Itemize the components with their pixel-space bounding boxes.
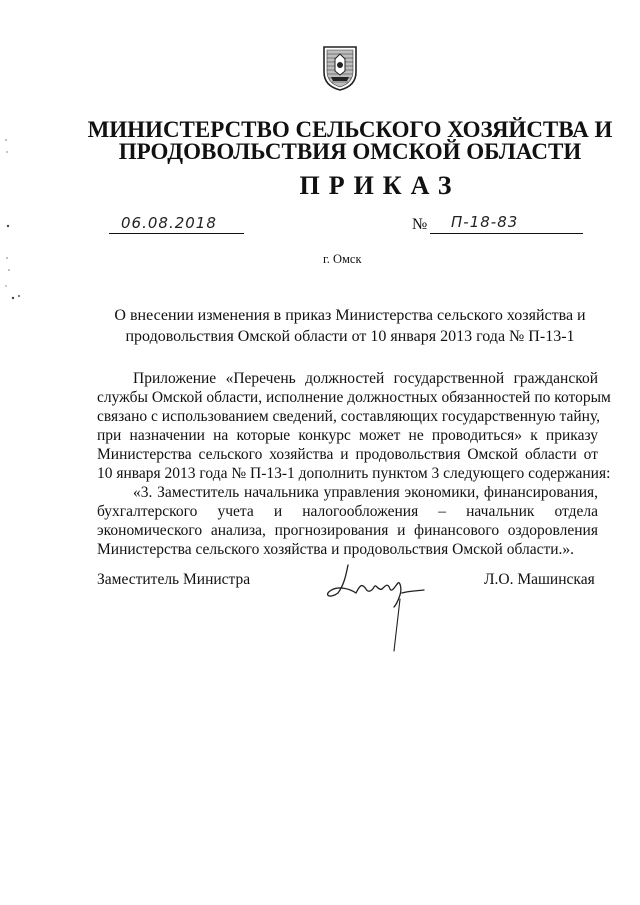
body-line: экономического анализа, прогнозирования и финансового оздоровления [97,522,598,539]
subject-line: продовольствия Омской области от 10 января 2013 года № П-13-1 [125,328,575,345]
number-underline [430,232,583,234]
handwritten-signature [316,555,436,655]
order-subject [80,305,620,347]
body-line: при назначении на которые конкурс может не проводиться» к приказу [97,427,598,444]
document-type-title: ПРИКАЗ [299,171,461,200]
date-underline [109,232,244,234]
body-line: Министерства сельского хозяйства и продовольствия Омской области.». [97,541,575,558]
signer-position: Заместитель Министра [97,571,251,588]
body-line: Министерства сельского хозяйства и продовольствия Омской области от [97,446,598,463]
subject-line: О внесении изменения в приказ Министерства сельского хозяйства и [114,307,586,324]
ministry-name-line2: ПРОДОВОЛЬСТВИЯ ОМСКОЙ ОБЛАСТИ [118,139,582,164]
body-line: Приложение «Перечень должностей государственной гражданской [133,370,598,387]
scan-artifacts [0,0,30,320]
handwritten-order-number: П-18-83 [451,213,519,231]
body-line: связано с использованием сведений, составляющих государственную тайну, [97,408,601,425]
number-sign: № [412,216,428,233]
body-line: бухгалтерского учета и налогообложения – начальник отдела [97,503,598,520]
body-line: 10 января 2013 года № П-13-1 дополнить пунктом 3 следующего содержания: [97,465,611,482]
ministry-name-line1: МИНИСТЕРСТВО СЕЛЬСКОГО ХОЗЯЙСТВА И [87,117,613,142]
handwritten-date: 06.08.2018 [121,214,217,232]
city-label: г. Омск [323,252,362,266]
omsk-coat-of-arms-icon [320,44,360,92]
signer-name: Л.О. Машинская [484,571,595,588]
body-line: службы Омской области, исполнение должностных обязанностей по которым [97,389,611,406]
body-line: «3. Заместитель начальника управления экономики, финансирования, [133,484,598,501]
